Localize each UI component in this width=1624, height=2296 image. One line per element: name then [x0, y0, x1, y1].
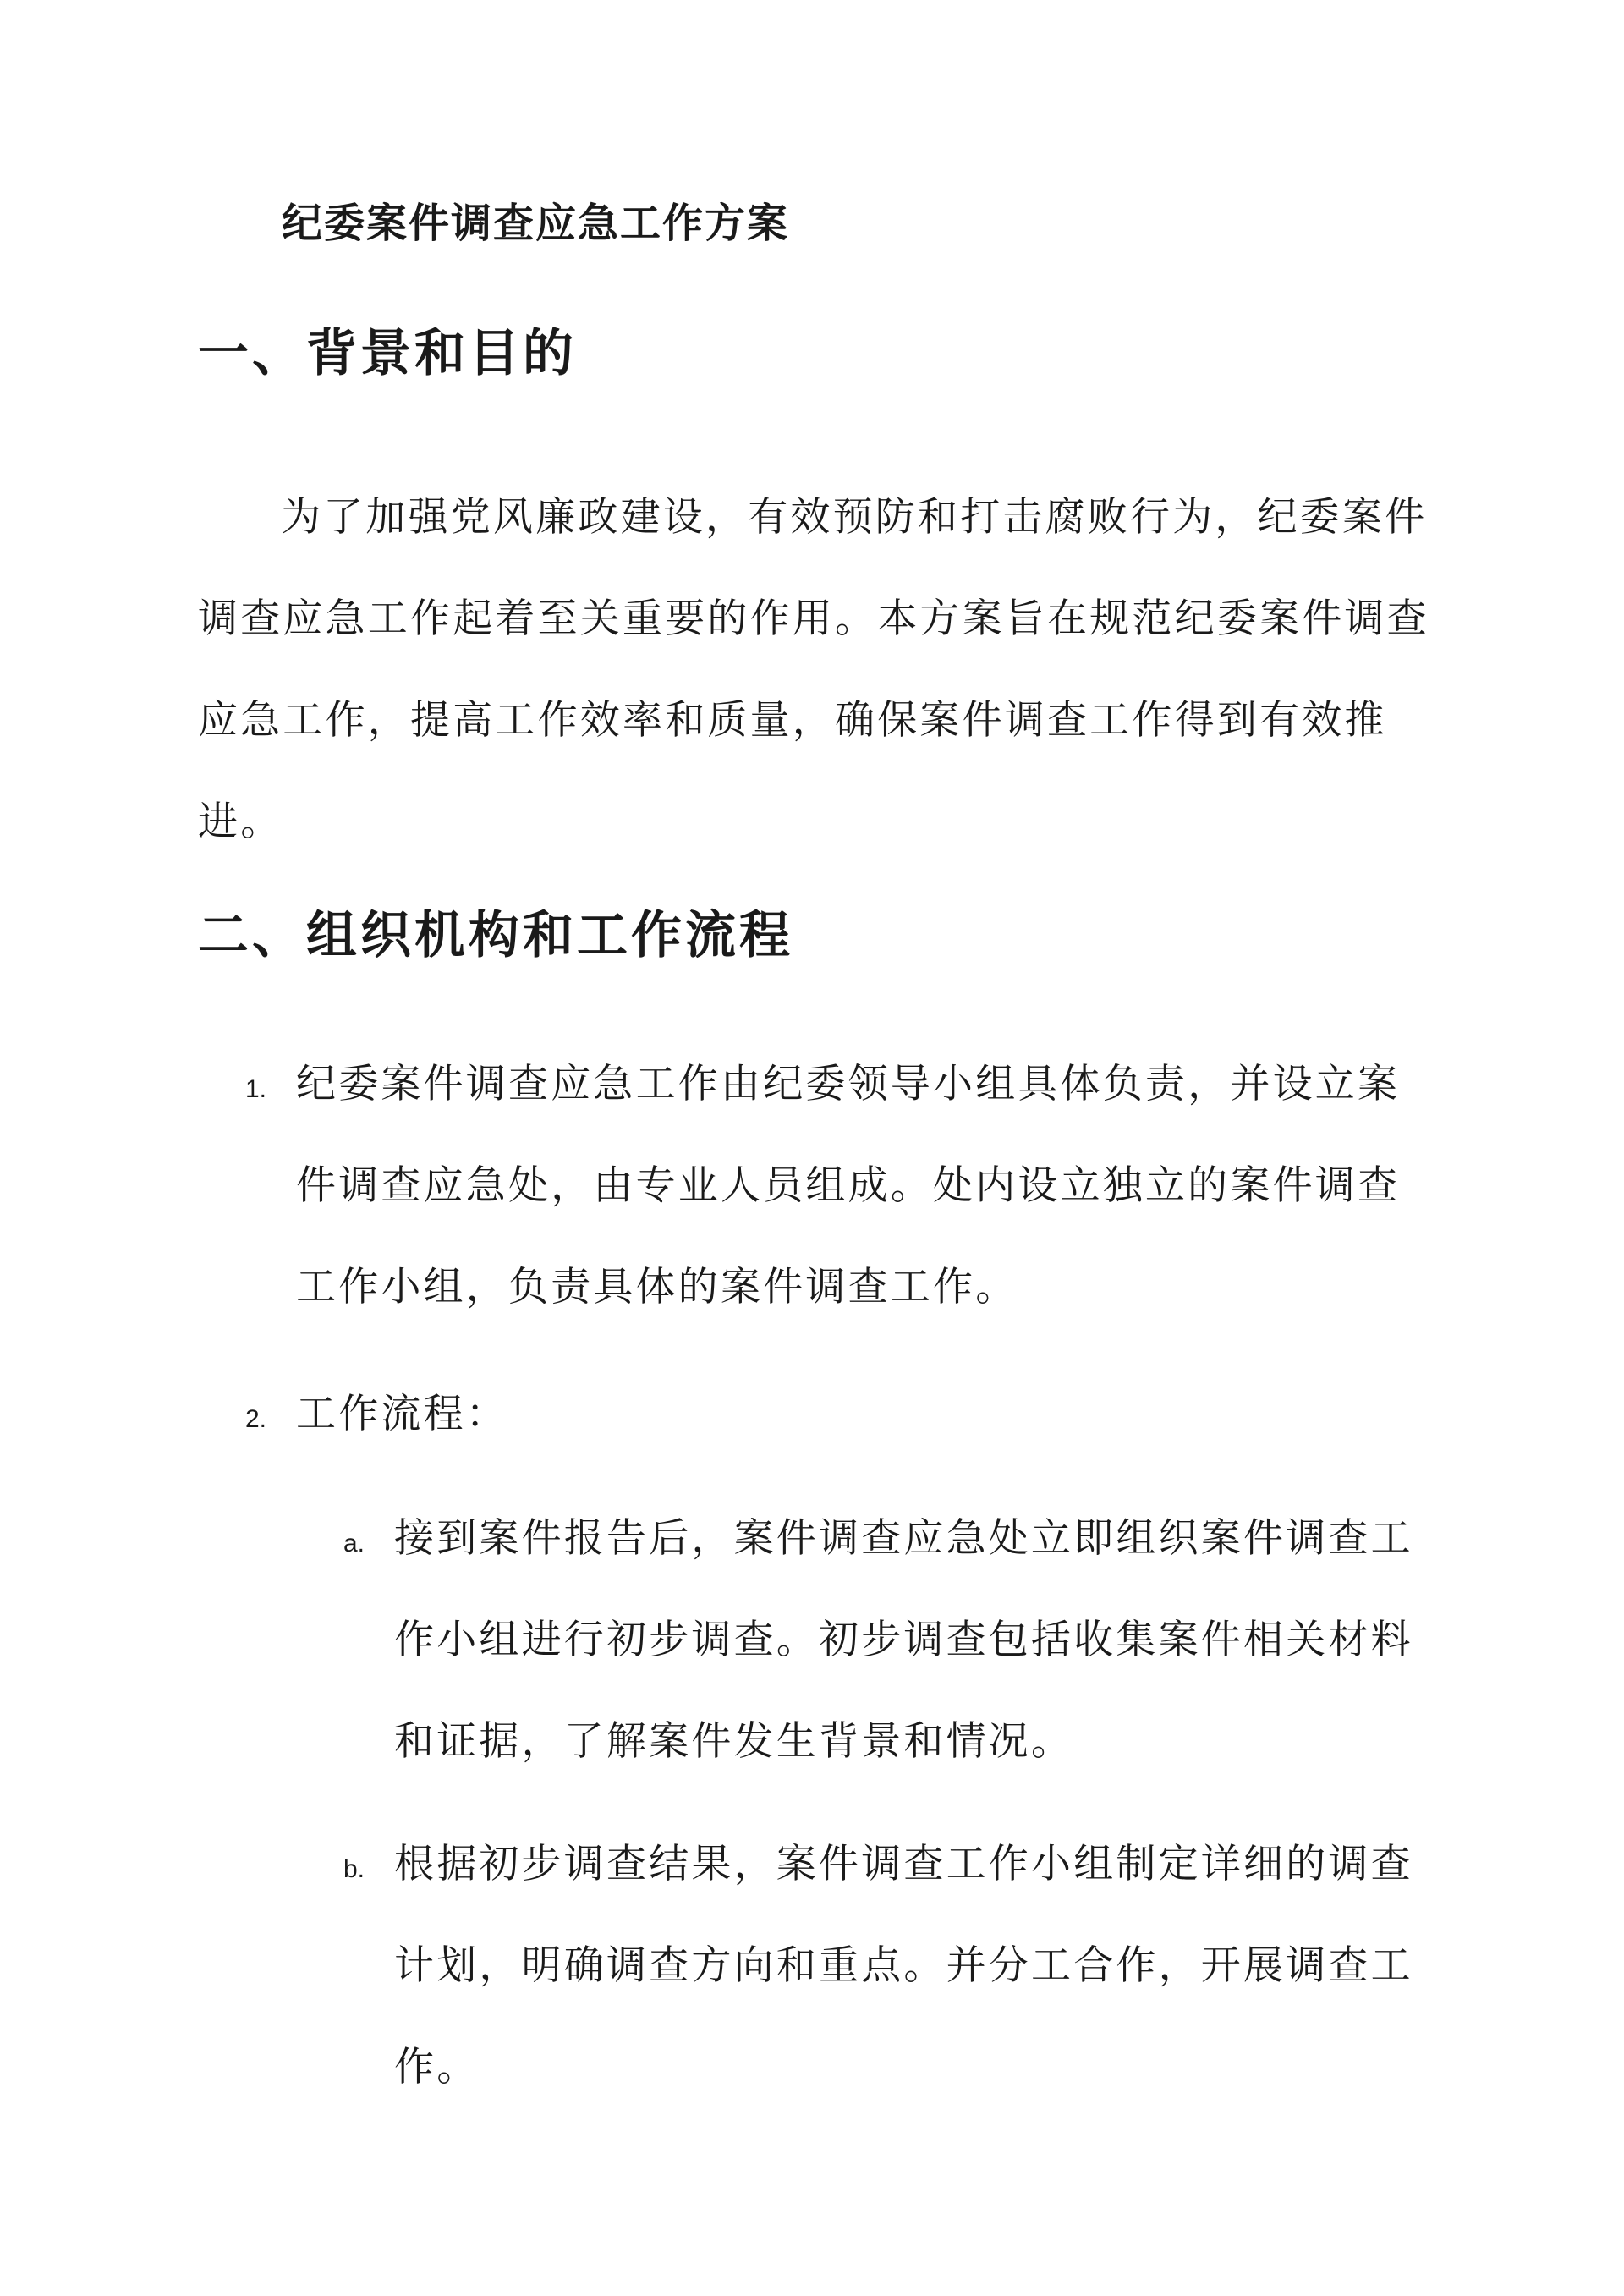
list-item-text: 纪委案件调查应急工作由纪委领导小组具体负责，并设立案件调查应急处，由专业人员组成。处内设立独立的案件调查工作小组，负责具体的案件调查工作。 — [296, 1061, 1401, 1310]
list-marker: 2. — [245, 1405, 267, 1433]
section-heading-background: 一、背景和目的 — [198, 324, 577, 383]
sub-list-item-b — [343, 1814, 1426, 2118]
sub-list-item-text: 接到案件报告后，案件调查应急处立即组织案件调查工作小组进行初步调查。初步调查包括收集案件相关材料和证据，了解案件发生背景和情况。 — [394, 1515, 1413, 1765]
list-marker: 1. — [245, 1075, 267, 1103]
section-heading-organization: 二、组织机构和工作流程 — [198, 906, 793, 965]
document-title: 纪委案件调查应急工作方案 — [282, 200, 790, 247]
sub-list-marker: a. — [343, 1530, 365, 1557]
list-item-2 — [245, 1364, 1413, 1465]
sub-list-item-text: 根据初步调查结果，案件调查工作小组制定详细的调查计划，明确调查方向和重点。并分工合作，开展调查工作。 — [394, 1841, 1413, 2090]
background-paragraph — [198, 467, 1433, 873]
sub-list-marker: b. — [343, 1855, 365, 1883]
sub-list-item-a — [343, 1488, 1426, 1793]
list-item-1 — [245, 1034, 1413, 1338]
background-paragraph-text: 为了加强党风廉政建设，有效预防和打击腐败行为，纪委案件调查应急工作起着至关重要的作用。本方案旨在规范纪委案件调查应急工作，提高工作效率和质量，确保案件调查工作得到有效推进。 — [198, 494, 1429, 845]
list-item-text: 工作流程： — [296, 1391, 508, 1437]
